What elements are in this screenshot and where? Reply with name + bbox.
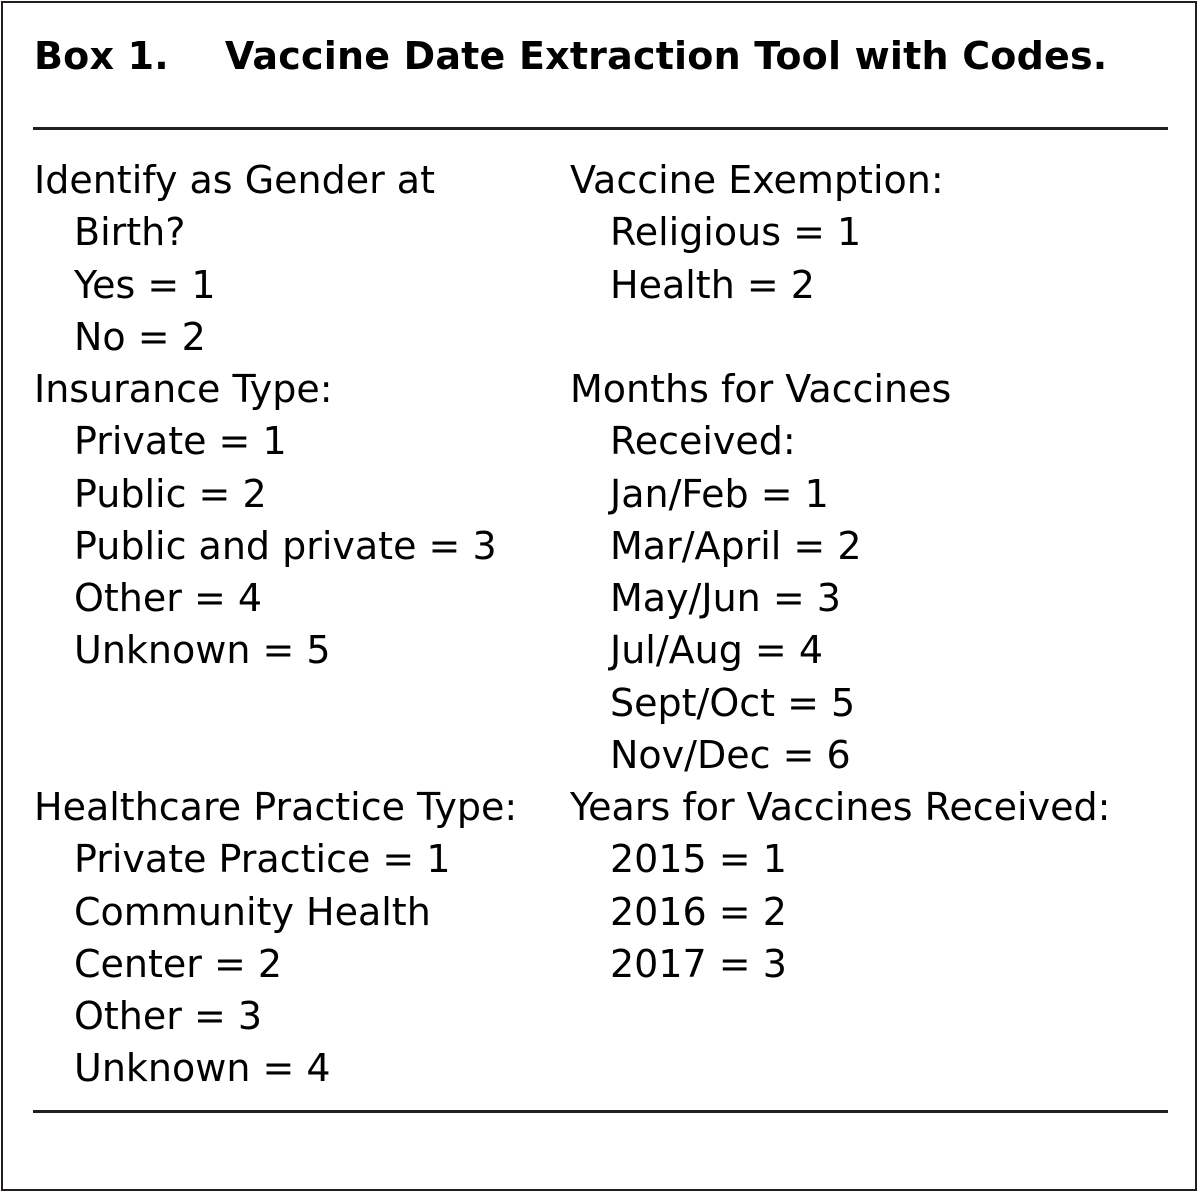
- insurance-section: [34, 363, 517, 781]
- insurance-code-item: Public = 2: [74, 471, 267, 516]
- months-code-item: Jul/Aug = 4: [610, 628, 824, 673]
- months-code-item: Sept/Oct = 5: [610, 680, 856, 725]
- insurance-code-item: Public and private = 3: [74, 523, 497, 568]
- years-code-item: 2017 = 3: [610, 941, 787, 986]
- box-label: Box 1.: [34, 34, 169, 78]
- top-rule: [33, 127, 1168, 130]
- bottom-rule: [33, 1110, 1168, 1113]
- insurance-code-item: Other = 4: [74, 576, 263, 620]
- years-code-item: 2016 = 2: [610, 889, 787, 934]
- gender-code-item: Yes = 1: [74, 262, 216, 307]
- section-spacer: [34, 729, 517, 781]
- right-column: [570, 154, 1110, 990]
- practice-heading: Healthcare Practice Type:: [34, 785, 518, 829]
- gender-section: [34, 154, 517, 363]
- months-code-item: Nov/Dec = 6: [610, 732, 851, 777]
- months-code-item: Jan/Feb = 1: [610, 471, 829, 516]
- gender-heading-continued: Birth?: [74, 210, 186, 255]
- exemption-section: [570, 154, 1110, 363]
- left-column: [34, 154, 517, 1095]
- practice-code-item: Unknown = 4: [74, 1046, 331, 1091]
- exemption-code-item: Health = 2: [610, 262, 815, 307]
- gender-heading: Identify as Gender at: [34, 158, 435, 202]
- years-code-item: 2015 = 1: [610, 837, 787, 882]
- months-code-item: May/Jun = 3: [610, 576, 841, 620]
- years-section: [570, 781, 1110, 990]
- practice-code-item: Private Practice = 1: [74, 837, 451, 882]
- practice-code-item: Other = 3: [74, 994, 263, 1038]
- section-spacer: [34, 677, 517, 729]
- years-heading: Years for Vaccines Received:: [570, 785, 1111, 829]
- exemption-code-item: Religious = 1: [610, 210, 862, 255]
- practice-code-item: Community Health: [74, 889, 431, 934]
- box-title: [34, 30, 1107, 82]
- gender-code-item: No = 2: [74, 314, 206, 359]
- months-heading: Months for Vaccines: [570, 367, 952, 411]
- exemption-heading: Vaccine Exemption:: [570, 158, 944, 202]
- months-code-item: Mar/April = 2: [610, 523, 862, 568]
- insurance-code-item: Unknown = 5: [74, 628, 331, 673]
- insurance-code-item: Private = 1: [74, 419, 287, 464]
- practice-code-item: Center = 2: [74, 941, 283, 986]
- section-spacer: [570, 311, 1110, 363]
- months-section: [570, 363, 1110, 781]
- box-title-text: Vaccine Date Extraction Tool with Codes.: [224, 34, 1108, 78]
- insurance-heading: Insurance Type:: [34, 367, 333, 411]
- practice-section: [34, 781, 517, 1095]
- months-heading-continued: Received:: [610, 419, 796, 464]
